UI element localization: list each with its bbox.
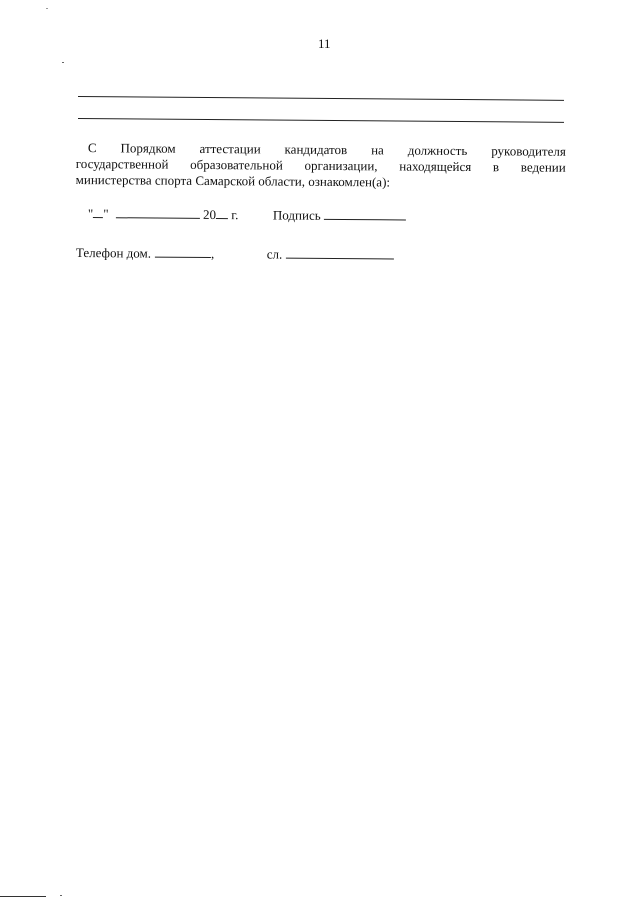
word: на (371, 142, 384, 158)
year-suffix: г. (231, 207, 239, 223)
day-field[interactable] (93, 207, 103, 218)
word: Порядком (120, 140, 176, 156)
word: руководителя (491, 143, 566, 159)
quote-close: " (103, 206, 109, 222)
word: находящейся (399, 158, 472, 175)
paragraph-line-3: министерства спорта Самарской области, ознакомлен(а): (75, 171, 391, 190)
word: государственной (75, 155, 169, 172)
word: кандидатов (284, 141, 348, 158)
word: организации, (304, 157, 378, 174)
page-number: 11 (318, 36, 331, 51)
year-field[interactable] (216, 208, 228, 219)
scan-artifact (60, 895, 62, 896)
year-prefix: 20 (203, 206, 217, 223)
comma: , (210, 246, 215, 262)
scan-artifact (62, 62, 64, 63)
month-field[interactable] (116, 207, 200, 219)
work-phone-field[interactable] (286, 248, 394, 260)
quote-open: " (87, 206, 94, 222)
acknowledgement-paragraph (76, 140, 566, 192)
work-phone-label: сл. (266, 246, 283, 262)
signature-label: Подпись (272, 207, 321, 223)
word: образовательной (190, 156, 283, 173)
date-signature-line (88, 206, 406, 224)
scan-artifact (46, 8, 48, 9)
word: в (492, 159, 500, 175)
word: должность (407, 142, 468, 159)
home-phone-label: Телефон дом. (75, 245, 152, 261)
scan-edge-line (0, 896, 46, 897)
blank-fill-line (78, 118, 564, 123)
signature-field[interactable] (324, 209, 406, 221)
word: С (87, 140, 97, 156)
phone-line (76, 245, 394, 264)
blank-fill-line (78, 96, 564, 101)
word: ведении (520, 159, 566, 175)
word: аттестации (199, 140, 261, 157)
home-phone-field[interactable] (155, 247, 211, 258)
